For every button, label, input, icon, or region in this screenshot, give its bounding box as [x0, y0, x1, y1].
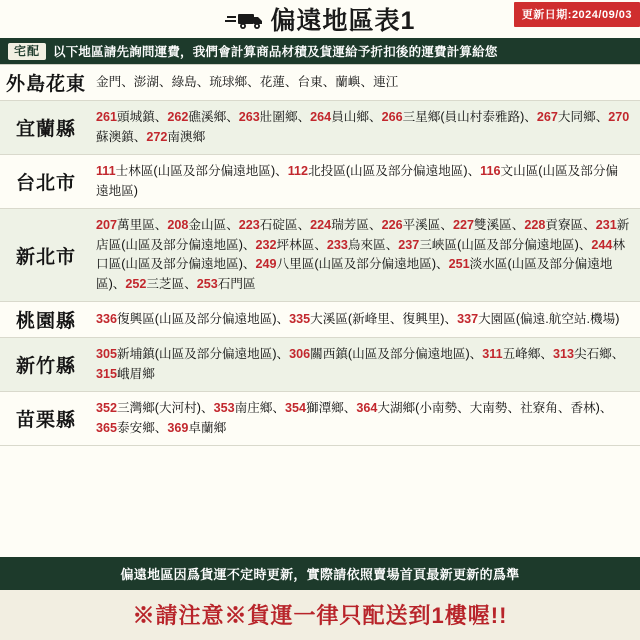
zip-code: 252 [125, 276, 147, 291]
area-name: 大湖鄉(小南勢、大南勢、社寮角、香林)、 [377, 401, 613, 416]
notice-text: 以下地區請先詢問運費，我們會計算商品材積及貨運給予折扣後的運費計算給您 [53, 45, 498, 59]
zip-code: 365 [96, 420, 118, 435]
zip-code: 263 [238, 110, 260, 124]
zip-code: 223 [238, 218, 260, 233]
zip-code: 266 [381, 110, 403, 124]
region-areas [92, 302, 640, 337]
region-label: 新北市 [15, 246, 76, 268]
zip-code: 208 [167, 218, 189, 233]
area-name: 礁溪鄉、 [188, 110, 239, 124]
region-areas [92, 392, 640, 445]
area-name: 尖石鄉、 [573, 347, 625, 362]
zip-code: 272 [146, 129, 168, 144]
area-name: 大同鄉、 [557, 110, 609, 124]
area-name: 文山區(山區及部分偏遠地區) [96, 164, 619, 198]
area-name: 貢寮區、 [545, 218, 596, 233]
zip-code: 264 [310, 110, 332, 124]
zip-code: 306 [289, 347, 311, 362]
zip-code: 352 [96, 401, 118, 416]
area-name: 蘇澳鎮、 [96, 129, 147, 144]
zip-code: 267 [536, 110, 558, 124]
area-name: 林口區(山區及部分偏遠地區)、 [96, 237, 626, 272]
region-areas [92, 65, 640, 100]
area-name: 雙溪區、 [473, 218, 525, 233]
area-name: 淡水區(山區及部分偏遠地區)、 [96, 257, 613, 291]
zip-code: 262 [167, 110, 189, 124]
area-name: 復興區(山區及部分偏遠地區)、 [117, 311, 290, 326]
area-name: 大溪區(新峰里、復興里)、 [310, 311, 458, 326]
table-row [0, 155, 640, 209]
zip-code: 232 [255, 237, 277, 252]
zip-code: 249 [255, 257, 277, 272]
region-label: 宜蘭縣 [15, 119, 76, 141]
region-areas [92, 155, 640, 208]
area-name: 平溪區、 [402, 218, 453, 233]
area-name: 南澳鄉 [167, 129, 206, 144]
area-name: 五峰鄉、 [502, 347, 553, 362]
area-name: 金門、澎湖、綠島、琉球鄉、花蓮、台東、蘭嶼、連江 [96, 74, 399, 89]
area-name: 新埔鎮(山區及部分偏遠地區)、 [117, 347, 290, 362]
region-label: 新竹縣 [15, 356, 76, 378]
remote-area-table [0, 64, 640, 557]
area-name: 泰安鄉、 [117, 420, 168, 435]
zip-code: 227 [452, 218, 474, 233]
footer-warning: ※請注意※貨運一律只配送到1樓喔!! [0, 590, 640, 640]
table-row [0, 338, 640, 392]
zip-code: 270 [608, 110, 630, 124]
region-label: 苗栗縣 [15, 410, 76, 432]
area-name: 員山鄉、 [331, 110, 382, 124]
truck-icon [225, 10, 265, 32]
zip-code: 353 [213, 401, 235, 416]
zip-code: 311 [482, 347, 503, 362]
update-date-badge: 更新日期:2024/09/03 [514, 2, 640, 27]
region-label: 台北市 [15, 173, 76, 195]
zip-code: 226 [381, 218, 403, 233]
area-name: 士林區(山區及部分偏遠地區)、 [115, 164, 288, 179]
area-name: 新店區(山區及部分偏遠地區)、 [96, 218, 630, 252]
area-name: 卓蘭鄉 [188, 420, 227, 435]
zip-code: 369 [167, 420, 189, 435]
zip-code: 336 [96, 311, 118, 326]
area-name: 萬里區、 [117, 218, 168, 233]
title-group [225, 6, 416, 35]
notice-bar [0, 38, 640, 64]
area-name: 石碇區、 [259, 218, 311, 233]
zip-code: 364 [356, 401, 378, 416]
region-areas [92, 101, 640, 154]
area-name: 瑞芳區、 [331, 218, 382, 233]
area-name: 三芝區、 [146, 276, 197, 291]
area-name: 獅潭鄉、 [305, 401, 357, 416]
zip-code: 261 [96, 110, 118, 124]
area-name: 頭城鎮、 [117, 110, 168, 124]
footer-note: 偏遠地區因爲貨運不定時更新，實際請依照賣場首頁最新更新的爲準 [0, 557, 640, 590]
page-header [0, 0, 640, 38]
zip-code: 207 [96, 218, 118, 233]
delivery-tag: 宅配 [8, 43, 46, 60]
region-areas [92, 209, 640, 301]
area-name: 大園區(偏遠.航空站.機場) [478, 311, 620, 326]
zip-code: 354 [284, 401, 306, 416]
zip-code: 224 [310, 218, 332, 233]
table-row [0, 302, 640, 338]
area-name: 關西鎮(山區及部分偏遠地區)、 [310, 347, 483, 362]
zip-code: 244 [591, 237, 613, 252]
area-name: 三峽區(山區及部分偏遠地區)、 [419, 237, 592, 252]
table-row [0, 65, 640, 101]
zip-code: 231 [595, 218, 617, 233]
zip-code: 335 [289, 311, 311, 326]
area-name: 烏來區、 [347, 237, 399, 252]
area-name: 峨眉鄉 [117, 366, 155, 381]
region-label: 外島花東 [5, 74, 86, 95]
area-name: 石門區 [217, 276, 256, 291]
area-name: 南庄鄉、 [234, 401, 285, 416]
table-row [0, 101, 640, 155]
region-areas [92, 338, 640, 391]
area-name: 北投區(山區及部分偏遠地區)、 [308, 164, 481, 179]
page-title: 偏遠地區表1 [270, 6, 416, 35]
zip-code: 112 [287, 164, 309, 179]
area-name: 金山區、 [188, 218, 239, 233]
zip-code: 228 [524, 218, 546, 233]
zip-code: 111 [96, 164, 116, 179]
zip-code: 313 [552, 347, 574, 362]
region-label: 桃園縣 [15, 311, 76, 333]
zip-code: 337 [457, 311, 479, 326]
area-name: 坪林區、 [276, 237, 327, 252]
area-name: 三星鄉(員山村泰雅路)、 [402, 110, 537, 124]
zip-code: 251 [448, 257, 470, 272]
zip-code: 233 [326, 237, 348, 252]
zip-code: 253 [196, 276, 218, 291]
zip-code: 116 [480, 164, 501, 179]
table-row [0, 209, 640, 302]
area-name: 三灣鄉(大河村)、 [117, 401, 214, 416]
zip-code: 305 [96, 347, 118, 362]
zip-code: 315 [96, 366, 118, 381]
area-name: 壯圍鄉、 [259, 110, 311, 124]
table-row [0, 392, 640, 446]
area-name: 八里區(山區及部分偏遠地區)、 [276, 257, 449, 272]
zip-code: 237 [398, 237, 420, 252]
